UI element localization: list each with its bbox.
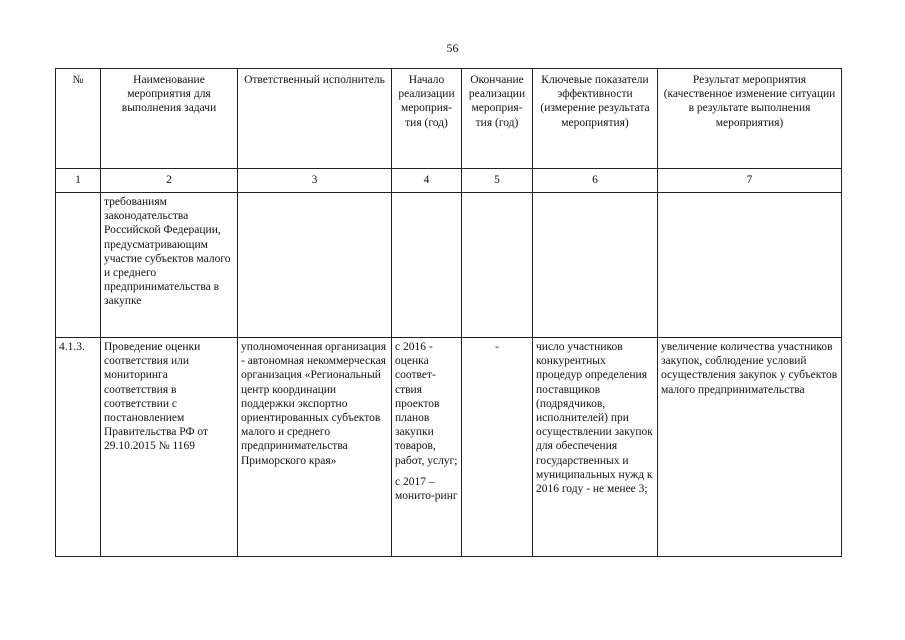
row-end-year: -: [462, 338, 533, 557]
header-result: Результат мероприятия (качественное изменение ситуации в результате выполнения мероприятия): [658, 69, 842, 169]
column-number-5: 5: [462, 169, 533, 193]
continuation-result-cell: [658, 193, 842, 338]
column-number-1: 1: [56, 169, 101, 193]
header-indicators: Ключевые показатели эффективности (измерение результата мероприятия): [533, 69, 658, 169]
column-number-3: 3: [238, 169, 392, 193]
row-number: 4.1.3.: [56, 338, 101, 557]
continuation-row: [56, 193, 842, 338]
start-year-assessment: с 2016 - оценка соответ-ствия проектов планов закупки товаров, работ, услуг;: [395, 341, 458, 467]
continuation-start-cell: [392, 193, 462, 338]
continuation-executor-cell: [238, 193, 392, 338]
measures-table: [55, 68, 842, 557]
row-start-year: [392, 338, 462, 557]
column-number-2: 2: [101, 169, 238, 193]
header-row: [56, 69, 842, 169]
continuation-end-cell: [462, 193, 533, 338]
column-number-7: 7: [658, 169, 842, 193]
header-start-year: Начало реализации мероприя-тия (год): [392, 69, 462, 169]
header-executor: Ответственный исполнитель: [238, 69, 392, 169]
continuation-indicators-cell: [533, 193, 658, 338]
continuation-number-cell: [56, 193, 101, 338]
row-result: увеличение количества участников закупок, соблюдение условий осуществления закупок у субъектов малого предпринимательства: [658, 338, 842, 557]
start-year-monitoring: с 2017 – монито-ринг: [395, 475, 458, 503]
row-indicators: число участников конкурентных процедур определения поставщиков (подрядчиков, исполнителей) при осуществлении закупок для обеспечения государственных и муниципальных нужд к 2016 году - не менее 3;: [533, 338, 658, 557]
column-numbers-row: [56, 169, 842, 193]
column-number-4: 4: [392, 169, 462, 193]
row-measure-name: Проведение оценки соответствия или мониторинга соответствия в соответствии с постановлением Правительства РФ от 29.10.2015 № 1169: [101, 338, 238, 557]
table-row: [56, 338, 842, 557]
row-executor: уполномоченная организация - автономная некоммерческая организация «Региональный центр координации поддержки экспортно ориентированных субъектов малого и среднего предпринимательства Приморского края»: [238, 338, 392, 557]
continuation-measure-name: требованиям законодательства Российской Федерации, предусматривающим участие субъектов малого и среднего предпринимательства в закупке: [101, 193, 238, 338]
header-measure-name: Наименование мероприятия для выполнения задачи: [101, 69, 238, 169]
header-number: №: [56, 69, 101, 169]
header-end-year: Окончание реализации мероприя-тия (год): [462, 69, 533, 169]
page-number: 56: [446, 41, 459, 55]
column-number-6: 6: [533, 169, 658, 193]
